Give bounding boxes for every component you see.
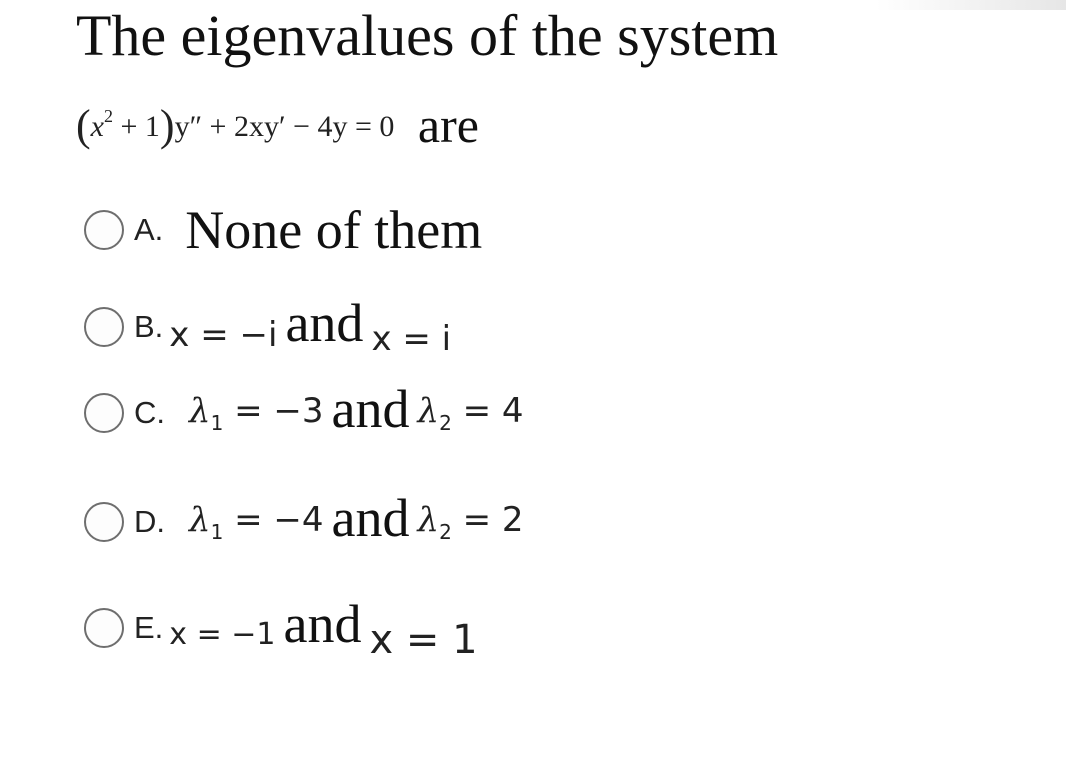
option-letter: A. [134, 212, 164, 247]
option-left-expr: x = −i [169, 315, 278, 355]
equation-open-paren: ( [76, 101, 91, 150]
subscript: 1 [210, 520, 224, 544]
option-left-expr: x = −1 [169, 616, 276, 652]
option-left-expr [189, 500, 324, 544]
radio-option-c[interactable] [84, 393, 124, 433]
option-right-expr: x = 1 [369, 617, 478, 663]
lambda-symbol: λ [417, 500, 440, 540]
equation-line [76, 96, 479, 157]
option-letter: C. [134, 395, 165, 430]
subscript: 2 [439, 411, 452, 435]
lambda-symbol: λ [189, 391, 211, 431]
equation-base: x [90, 110, 104, 143]
option-e[interactable] [84, 594, 478, 663]
option-connector: and [331, 379, 410, 439]
radio-option-a[interactable] [84, 210, 124, 250]
option-b[interactable] [84, 293, 452, 359]
right-rest: = 4 [451, 391, 524, 431]
option-letter: E. [134, 610, 164, 645]
option-connector: and [283, 594, 362, 654]
radio-option-b[interactable] [84, 307, 124, 347]
equation-inner-rest: + 1 [112, 110, 160, 143]
lambda-symbol: λ [417, 391, 440, 431]
equation-rest: y″ + 2xy′ − 4y = 0 [174, 110, 395, 143]
option-left-expr [189, 391, 324, 435]
top-edge-shade [876, 0, 1066, 10]
option-text: None of them [185, 200, 483, 260]
left-rest: = −4 [223, 500, 324, 540]
option-d[interactable] [84, 488, 524, 552]
trailing-word: are [417, 97, 479, 153]
option-a[interactable] [84, 200, 482, 260]
option-c[interactable] [84, 379, 524, 443]
option-connector: and [331, 488, 410, 548]
option-right-expr [418, 500, 524, 544]
option-letter: B. [134, 309, 164, 344]
option-right-expr [418, 391, 524, 435]
equation-exponent: 2 [103, 106, 113, 126]
differential-equation [76, 101, 402, 150]
option-letter: D. [134, 504, 165, 539]
question-title: The eigenvalues of the system [76, 3, 779, 68]
radio-option-e[interactable] [84, 608, 124, 648]
lambda-symbol: λ [189, 500, 211, 540]
right-rest: = 2 [451, 500, 524, 540]
subscript: 2 [439, 520, 452, 544]
equation-close-paren: ) [159, 101, 175, 150]
left-rest: = −3 [223, 391, 324, 431]
subscript: 1 [210, 411, 224, 435]
option-right-expr: x = i [371, 319, 452, 359]
option-connector: and [285, 293, 364, 353]
radio-option-d[interactable] [84, 502, 124, 542]
